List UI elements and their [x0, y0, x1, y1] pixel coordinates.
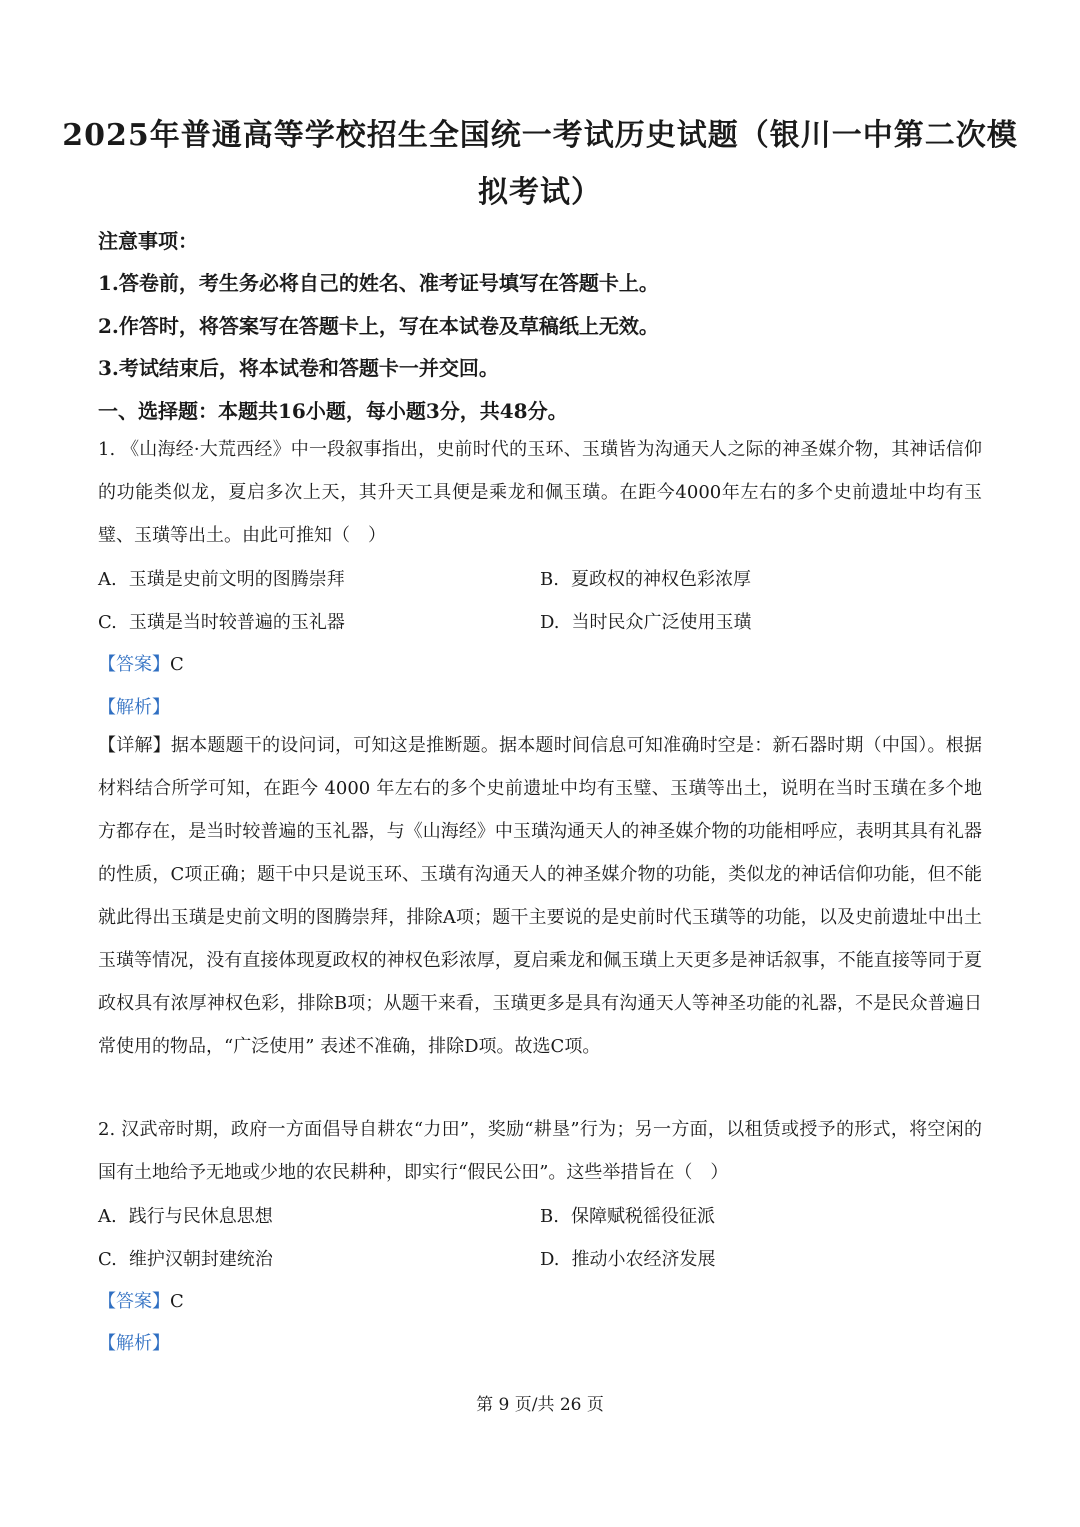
notice-item-2: 2.作答时，将答案写在答题卡上，写在本试卷及草稿纸上无效。 [98, 314, 659, 338]
question-2-option-d [540, 1245, 716, 1271]
exam-title-line-2: 拟考试） [478, 175, 602, 210]
question-2-option-c [98, 1245, 273, 1271]
option-text: 玉璜是史前文明的图腾崇拜 [128, 569, 345, 590]
question-1-analysis-label [98, 693, 170, 719]
answer-label: 【答案】 [98, 654, 170, 675]
question-2-option-a [98, 1202, 273, 1228]
question-1-detail [98, 724, 982, 1068]
option-key: D. [540, 612, 560, 633]
question-1-stem: 1. 《山海经·大荒西经》中一段叙事指出，史前时代的玉环、玉璜皆为沟通天人之际的神圣媒介物，其神话信仰的功能类似龙，夏启多次上天，其升天工具便是乘龙和佩玉璜。在距今4000年左右的多个史前遗址中均有玉璧、玉璜等出土。由此可推知（ ） [98, 439, 982, 546]
question-1-option-c [98, 608, 345, 634]
answer-label: 【答案】 [98, 1291, 170, 1312]
question-1-option-a [98, 565, 345, 591]
exam-title-line-1: 2025年普通高等学校招生全国统一考试历史试题（银川一中第二次模 [62, 118, 1018, 153]
option-text: 维护汉朝封建统治 [128, 1249, 273, 1270]
detail-text: 据本题题干的设问词，可知这是推断题。据本题时间信息可知准确时空是：新石器时期（中国）。根据材料结合所学可知，在距今 4000 年左右的多个史前遗址中均有玉璧、玉璜等出土，说明在当时玉璜在多个地方都存在，是当时较普遍的玉礼器，与《山海经》中玉璜沟通天人的神圣媒介物的功能相呼应，表明其具有礼器的性质，C项正确；题干中只是说玉环、玉璜有沟通天人的神圣媒介物的功能，类似龙的神话信仰功能，但不能就此得出玉璜是史前文明的图腾崇拜，排除A项；题干主要说的是史前时代玉璜等的功能，以及史前遗址中出土玉璜等情况，没有直接体现夏政权的神权色彩浓厚，夏启乘龙和佩玉璜上天更多是神话叙事，不能直接等同于夏政权具有浓厚神权色彩，排除B项；从题干来看，玉璜更多是具有沟通天人等神圣功能的礼器，不是民众普遍日常使用的物品，“广泛使用” 表述不准确，排除D项。故选C项。 [98, 735, 983, 1057]
question-2-answer [98, 1287, 184, 1313]
option-text: 践行与民休息思想 [128, 1206, 273, 1227]
question-1-option-b [540, 565, 751, 591]
answer-value: C [170, 1291, 184, 1312]
detail-label: 【详解】 [98, 735, 171, 756]
question-2-stem: 2. 汉武帝时期，政府一方面倡导自耕农“力田”，奖励“耕垦”行为；另一方面，以租赁或授予的形式，将空闲的国有土地给予无地或少地的农民耕种，即实行“假民公田”。这些举措旨在（ ） [98, 1119, 982, 1183]
option-text: 玉璜是当时较普遍的玉礼器 [128, 612, 345, 633]
option-key: C. [98, 612, 117, 633]
question-2-analysis-label [98, 1329, 170, 1355]
notice-heading: 注意事项： [98, 229, 198, 253]
question-2-option-b [540, 1202, 715, 1228]
option-text: 夏政权的神权色彩浓厚 [570, 569, 751, 590]
section-heading: 一、选择题：本题共16小题，每小题3分，共48分。 [98, 399, 568, 423]
option-key: C. [98, 1249, 117, 1270]
option-key: A. [98, 1206, 117, 1227]
option-key: A. [98, 569, 117, 590]
option-key: B. [540, 1206, 559, 1227]
question-1-answer [98, 650, 184, 676]
page-footer: 第 9 页/共 26 页 [476, 1395, 604, 1415]
answer-value: C [170, 654, 184, 675]
option-text: 推动小农经济发展 [571, 1249, 716, 1270]
analysis-label: 【解析】 [98, 1333, 170, 1354]
question-1-option-d [540, 608, 752, 634]
option-key: B. [540, 569, 559, 590]
option-text: 保障赋税徭役征派 [570, 1206, 715, 1227]
option-key: D. [540, 1249, 560, 1270]
notice-item-1: 1.答卷前，考生务必将自己的姓名、准考证号填写在答题卡上。 [98, 271, 659, 295]
option-text: 当时民众广泛使用玉璜 [571, 612, 752, 633]
analysis-label: 【解析】 [98, 697, 170, 718]
notice-item-3: 3.考试结束后，将本试卷和答题卡一并交回。 [98, 356, 499, 380]
